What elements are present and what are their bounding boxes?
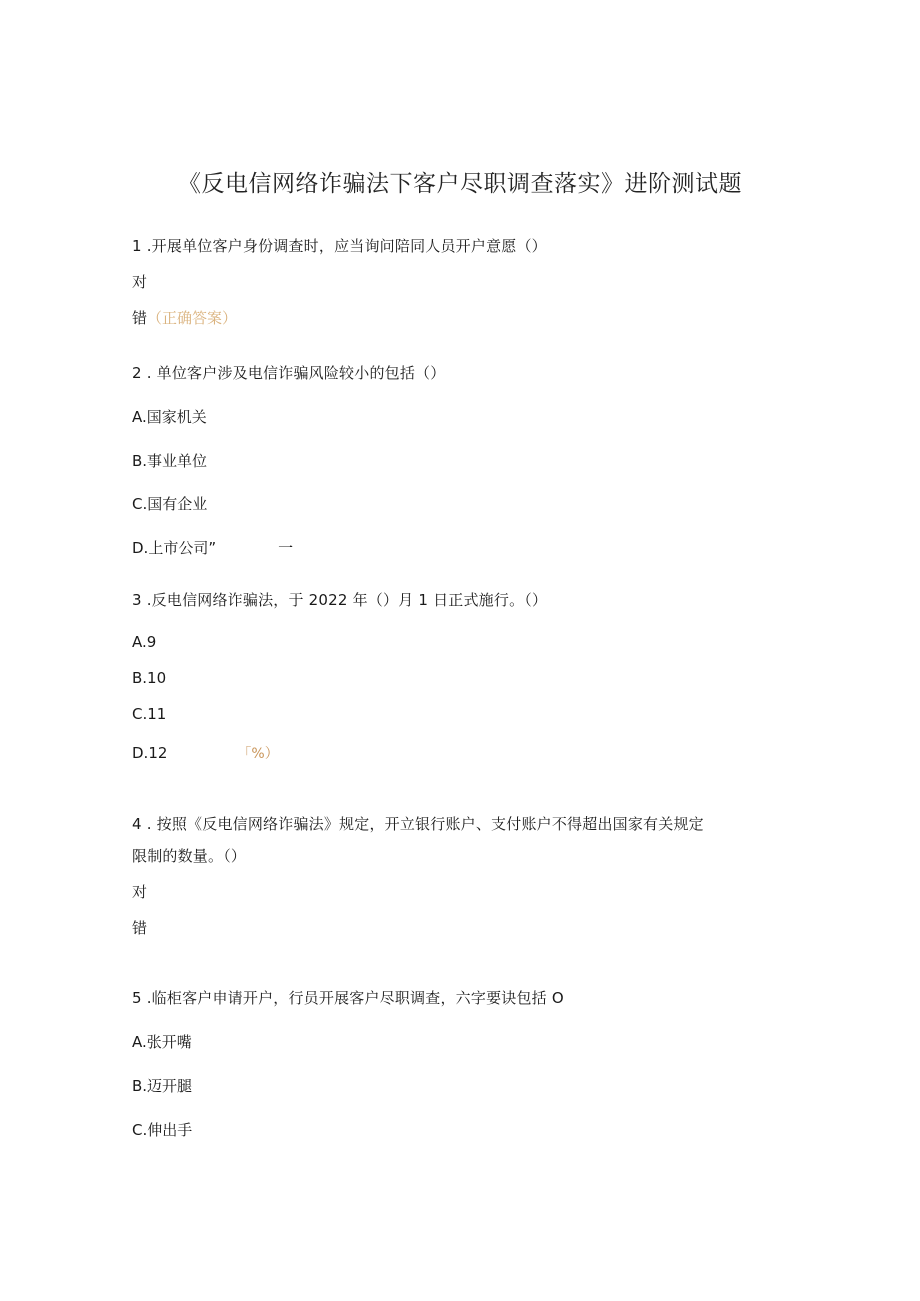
question-4-option-true: 对: [132, 883, 148, 901]
page-title: 《反电信网络诈骗法下客户尽职调查落实》进阶测试题: [178, 171, 742, 197]
question-5-text: 5 .临柜客户申请开户，行员开展客户尽职调查，六字要诀包括 O: [132, 989, 564, 1007]
option-label: D.上市公司”: [132, 539, 217, 557]
question-1-text: 1 .开展单位客户身份调查时，应当询问陪同人员开户意愿（）: [132, 237, 547, 255]
question-1-option-false: [132, 308, 237, 328]
option-label: D.12: [132, 744, 168, 762]
question-2-option-b: B.事业单位: [132, 452, 208, 470]
question-5-option-a: A.张开嘴: [132, 1033, 192, 1051]
question-5-option-b: B.迈开腿: [132, 1077, 193, 1095]
correct-answer-mark: 「%）: [237, 746, 279, 762]
question-2-option-c: C.国有企业: [132, 495, 208, 513]
question-3-option-a: A.9: [132, 633, 157, 651]
question-2-option-a: A.国家机关: [132, 408, 207, 426]
question-3-text: 3 .反电信网络诈骗法，于 2022 年（）月 1 日正式施行。（）: [132, 591, 548, 609]
question-1-option-true: 对: [132, 273, 148, 291]
question-3-option-d: [132, 743, 279, 764]
question-5-option-c: C.伸出手: [132, 1121, 193, 1139]
question-3-option-c: C.11: [132, 705, 167, 723]
question-4-text-line2: 限制的数量。（）: [132, 847, 247, 865]
question-2-option-d: [132, 538, 293, 558]
question-4-option-false: 错: [132, 919, 148, 937]
option-label: 错: [132, 309, 148, 327]
question-4-text-line1: 4 . 按照《反电信网络诈骗法》规定，开立银行账户、支付账户不得超出国家有关规定: [132, 815, 704, 833]
question-3-option-b: B.10: [132, 669, 167, 687]
stray-mark: 一: [278, 539, 294, 557]
question-2-text: 2 . 单位客户涉及电信诈骗风险较小的包括（）: [132, 364, 446, 382]
correct-answer-tag: （正确答案）: [147, 309, 238, 327]
